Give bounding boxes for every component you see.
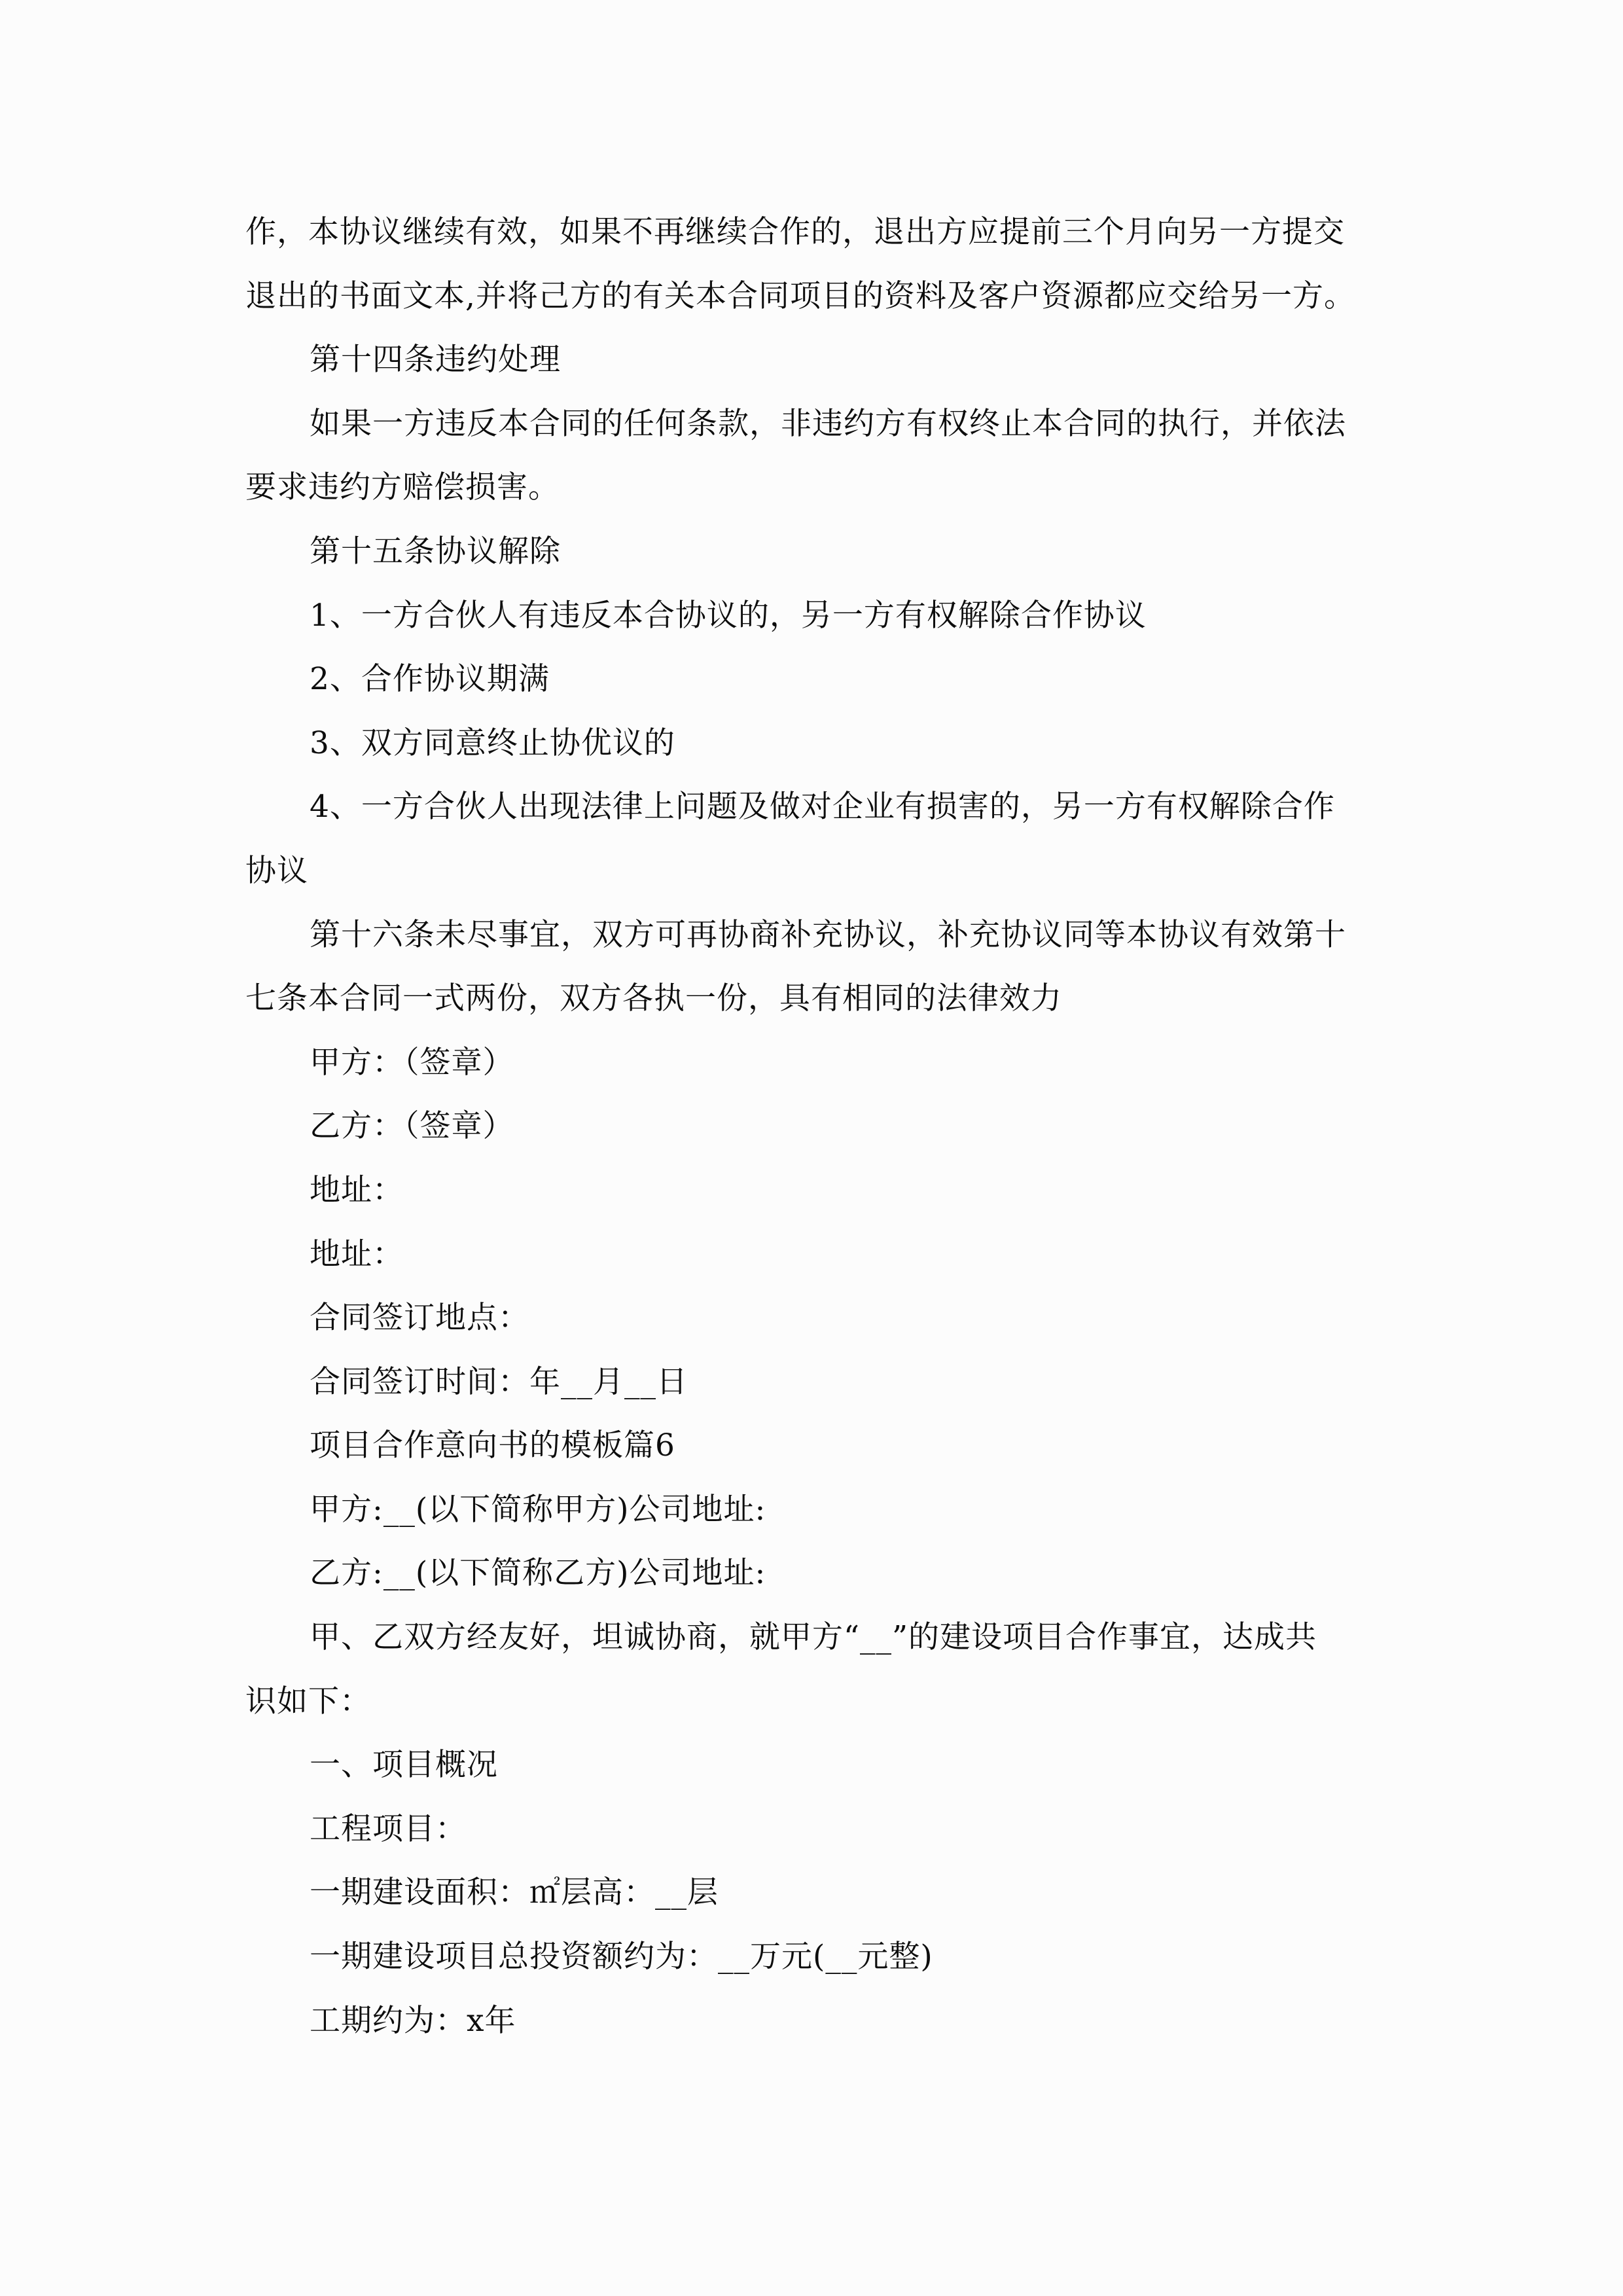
section-title: 项目合作意向书的模板篇6 [310, 1427, 675, 1464]
article-16-paragraph: 第十六条未尽事宜，双方可再协商补充协议，补充协议同等本协议有效第十 [310, 916, 1346, 953]
party-a-field: 甲方:__(以下简称甲方)公司地址: [310, 1491, 766, 1528]
paragraph-line: 七条本合同一式两份，双方各执一份，具有相同的法律效力 [245, 980, 1062, 1017]
list-item: 2、合作协议期满 [310, 661, 550, 698]
paragraph-line: 识如下： [245, 1683, 371, 1719]
paragraph-line: 甲、乙双方经友好，坦诚协商，就甲方“__”的建设项目合作事宜，达成共 [310, 1619, 1317, 1656]
paragraph-line: 退出的书面文本,并将己方的有关本合同项目的资料及客户资源都应交给另一方。 [245, 278, 1355, 314]
project-field: 工程项目： [310, 1810, 467, 1847]
paragraph-line: 协议 [245, 852, 308, 889]
party-b-signature: 乙方：（签章） [310, 1108, 514, 1145]
paragraph-line: 要求违约方赔偿损害。 [245, 469, 560, 506]
article-14-heading: 第十四条违约处理 [310, 342, 561, 378]
party-b-field: 乙方:__(以下简称乙方)公司地址: [310, 1555, 766, 1592]
paragraph-line: 作，本协议继续有效，如果不再继续合作的，退出方应提前三个月向另一方提交 [245, 214, 1345, 250]
paragraph-line: 如果一方违反本合同的任何条款，非违约方有权终止本合同的执行，并依法 [310, 405, 1346, 442]
section-heading: 一、项目概况 [310, 1747, 498, 1784]
address-field: 地址： [310, 1172, 404, 1208]
list-item: 3、双方同意终止协优议的 [310, 725, 675, 761]
signing-date-field: 合同签订时间：年__月__日 [310, 1363, 688, 1400]
article-15-heading: 第十五条协议解除 [310, 533, 561, 569]
address-field: 地址： [310, 1236, 404, 1272]
list-item: 4、一方合伙人出现法律上问题及做对企业有损害的，另一方有权解除合作 [310, 789, 1335, 825]
investment-field: 一期建设项目总投资额约为：__万元(__元整) [310, 1939, 933, 1975]
signing-place-field: 合同签订地点： [310, 1300, 529, 1336]
area-field: 一期建设面积：㎡层高：__层 [310, 1874, 719, 1911]
document-body [245, 200, 1384, 2053]
duration-field: 工期约为：x年 [310, 2002, 516, 2039]
list-item: 1、一方合伙人有违反本合协议的，另一方有权解除合作协议 [310, 597, 1147, 634]
party-a-signature: 甲方：（签章） [310, 1044, 514, 1081]
